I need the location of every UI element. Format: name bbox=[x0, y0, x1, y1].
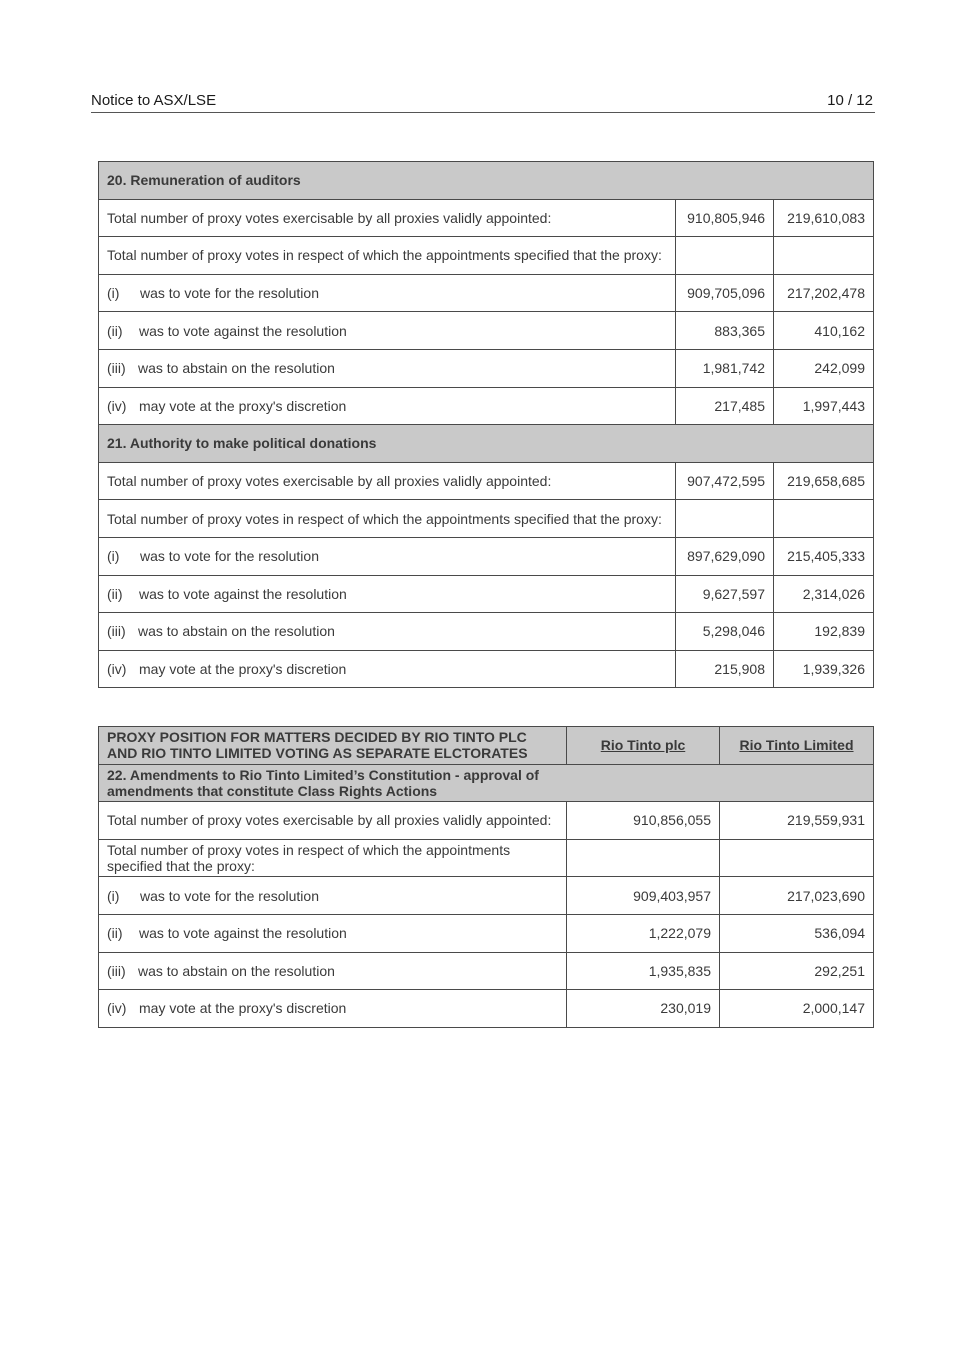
specified-label: Total number of proxy votes in respect of which the appointments specified that the proxy: bbox=[99, 839, 567, 877]
page-header bbox=[91, 92, 875, 113]
row-label bbox=[99, 914, 567, 952]
row-text: may vote at the proxy's discretion bbox=[139, 661, 347, 678]
row-label bbox=[99, 877, 567, 915]
row-roman: (ii) bbox=[107, 322, 123, 339]
value-cell: 219,559,931 bbox=[720, 802, 874, 840]
total-label: Total number of proxy votes exercisable by all proxies validly appointed: bbox=[99, 462, 676, 500]
value-cell: 230,019 bbox=[567, 990, 720, 1028]
table-row bbox=[99, 613, 874, 651]
row-roman: (ii) bbox=[107, 925, 123, 942]
value-cell: 2,314,026 bbox=[774, 575, 874, 613]
row-roman: (iv) bbox=[107, 1000, 127, 1017]
value-cell: 5,298,046 bbox=[676, 613, 774, 651]
value-cell: 217,023,690 bbox=[720, 877, 874, 915]
section-heading-row bbox=[99, 764, 874, 802]
proxy-votes-table-combined bbox=[98, 161, 874, 688]
value-cell: 2,000,147 bbox=[720, 990, 874, 1028]
value-cell: 883,365 bbox=[676, 312, 774, 350]
row-text: was to vote against the resolution bbox=[139, 925, 347, 942]
row-text: was to abstain on the resolution bbox=[138, 962, 335, 979]
table-row bbox=[99, 500, 874, 538]
table-row bbox=[99, 575, 874, 613]
row-label bbox=[99, 952, 567, 990]
table-row bbox=[99, 387, 874, 425]
table-row bbox=[99, 312, 874, 350]
table-row bbox=[99, 914, 874, 952]
row-roman: (ii) bbox=[107, 585, 123, 602]
section-heading: 21. Authority to make political donations bbox=[99, 425, 874, 463]
value-cell: 907,472,595 bbox=[676, 462, 774, 500]
proxy-votes-table-separate bbox=[98, 726, 874, 1028]
row-text: was to vote against the resolution bbox=[139, 585, 347, 602]
row-roman: (i) bbox=[107, 548, 120, 565]
value-cell: 1,939,326 bbox=[774, 650, 874, 688]
row-text: was to vote for the resolution bbox=[140, 285, 319, 302]
row-roman: (iv) bbox=[107, 661, 127, 678]
row-label bbox=[99, 537, 676, 575]
empty-cell bbox=[676, 500, 774, 538]
row-text: was to vote against the resolution bbox=[139, 322, 347, 339]
document-title: Notice to ASX/LSE bbox=[91, 92, 217, 109]
page-number: 10 / 12 bbox=[827, 92, 873, 109]
value-cell: 536,094 bbox=[720, 914, 874, 952]
row-label bbox=[99, 613, 676, 651]
row-roman: (i) bbox=[107, 285, 120, 302]
table-row bbox=[99, 802, 874, 840]
value-cell: 219,610,083 bbox=[774, 199, 874, 237]
value-cell: 242,099 bbox=[774, 349, 874, 387]
row-label bbox=[99, 387, 676, 425]
value-cell: 292,251 bbox=[720, 952, 874, 990]
empty-cell bbox=[774, 237, 874, 275]
value-cell: 909,705,096 bbox=[676, 274, 774, 312]
row-roman: (iii) bbox=[107, 623, 126, 640]
empty-cell bbox=[720, 839, 874, 877]
table-row bbox=[99, 199, 874, 237]
table-row bbox=[99, 877, 874, 915]
row-roman: (iv) bbox=[107, 397, 127, 414]
section-heading: 22. Amendments to Rio Tinto Limited’s Constitution - approval of amendments that constitute Class Rights Actions bbox=[107, 766, 539, 799]
value-cell: 219,658,685 bbox=[774, 462, 874, 500]
value-cell: 9,627,597 bbox=[676, 575, 774, 613]
section-heading: 20. Remuneration of auditors bbox=[99, 162, 874, 200]
table-title: PROXY POSITION FOR MATTERS DECIDED BY RIO TINTO PLC AND RIO TINTO LIMITED VOTING AS SEPARATE ELCTORATES bbox=[99, 727, 567, 765]
row-roman: (i) bbox=[107, 887, 120, 904]
value-cell: 910,805,946 bbox=[676, 199, 774, 237]
value-cell: 410,162 bbox=[774, 312, 874, 350]
total-label: Total number of proxy votes exercisable by all proxies validly appointed: bbox=[99, 199, 676, 237]
value-cell: 1,981,742 bbox=[676, 349, 774, 387]
row-text: was to abstain on the resolution bbox=[138, 623, 335, 640]
row-roman: (iii) bbox=[107, 360, 126, 377]
column-header-rio-tinto-plc: Rio Tinto plc bbox=[567, 727, 720, 765]
value-cell: 909,403,957 bbox=[567, 877, 720, 915]
row-label bbox=[99, 650, 676, 688]
table-row bbox=[99, 990, 874, 1028]
value-cell: 1,997,443 bbox=[774, 387, 874, 425]
column-header-rio-tinto-limited: Rio Tinto Limited bbox=[720, 727, 874, 765]
row-label bbox=[99, 274, 676, 312]
value-cell: 910,856,055 bbox=[567, 802, 720, 840]
value-cell: 215,405,333 bbox=[774, 537, 874, 575]
row-roman: (iii) bbox=[107, 962, 126, 979]
row-label bbox=[99, 312, 676, 350]
row-text: was to abstain on the resolution bbox=[138, 360, 335, 377]
specified-label: Total number of proxy votes in respect of which the appointments specified that the proxy: bbox=[99, 237, 676, 275]
row-label bbox=[99, 990, 567, 1028]
value-cell: 1,935,835 bbox=[567, 952, 720, 990]
value-cell: 1,222,079 bbox=[567, 914, 720, 952]
empty-cell bbox=[567, 839, 720, 877]
table-row bbox=[99, 650, 874, 688]
table-row bbox=[99, 537, 874, 575]
empty-cell bbox=[676, 237, 774, 275]
row-label bbox=[99, 575, 676, 613]
row-text: was to vote for the resolution bbox=[140, 887, 319, 904]
table-row bbox=[99, 952, 874, 990]
table-row bbox=[99, 462, 874, 500]
empty-cell bbox=[774, 500, 874, 538]
section-heading-row bbox=[99, 425, 874, 463]
section-heading-row bbox=[99, 162, 874, 200]
table-row bbox=[99, 349, 874, 387]
column-header-row bbox=[99, 727, 874, 765]
row-text: was to vote for the resolution bbox=[140, 548, 319, 565]
table-row bbox=[99, 237, 874, 275]
value-cell: 217,202,478 bbox=[774, 274, 874, 312]
row-label bbox=[99, 349, 676, 387]
value-cell: 217,485 bbox=[676, 387, 774, 425]
value-cell: 897,629,090 bbox=[676, 537, 774, 575]
row-text: may vote at the proxy's discretion bbox=[139, 397, 347, 414]
value-cell: 192,839 bbox=[774, 613, 874, 651]
total-label: Total number of proxy votes exercisable by all proxies validly appointed: bbox=[99, 802, 567, 840]
row-text: may vote at the proxy's discretion bbox=[139, 1000, 347, 1017]
table-row bbox=[99, 839, 874, 877]
table-row bbox=[99, 274, 874, 312]
specified-label: Total number of proxy votes in respect of which the appointments specified that the proxy: bbox=[99, 500, 676, 538]
value-cell: 215,908 bbox=[676, 650, 774, 688]
